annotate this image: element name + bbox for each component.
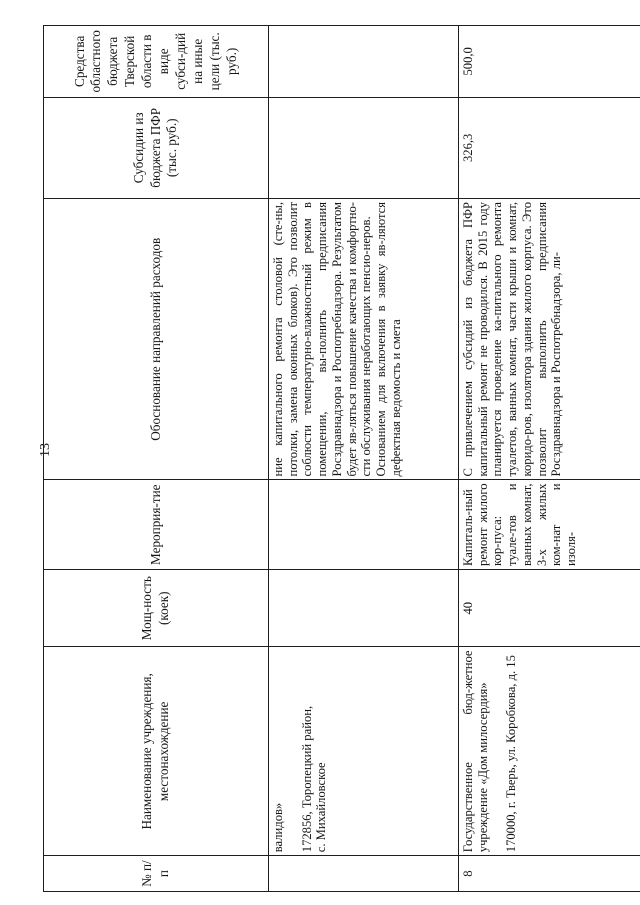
cell-pfr-subsidy — [269, 97, 459, 198]
institution-name-tail: валидов» — [271, 802, 285, 853]
institution-address: 170000, г. Тверь, ул. Коробкова, д. 15 — [504, 655, 519, 853]
cell-capacity — [269, 569, 459, 647]
institution-name: Государственное бюд-жетное учреждение «Дом милосердия» — [461, 650, 490, 853]
table-header-row — [44, 26, 269, 892]
cell-justification — [269, 199, 459, 481]
header-justification: Обоснование направлений расходов — [44, 199, 269, 481]
cell-regional-budget: 500,0 — [459, 26, 640, 98]
header-capacity: Мощ-ность (коек) — [44, 569, 269, 647]
header-measure: Мероприя-тие — [44, 480, 269, 569]
header-num: № п/п — [44, 856, 269, 892]
justification-text: ние капитального ремонта столовой (сте-ны, потолки, замена оконных блоков). Это позволит соблюсти температурно-влажностный режим в помещении, вы-полнить предписания Росздравнадзора и Роспотребнадзора. Результатом будет яв-ляться повышение качества и комфортно-сти обслуживания неработающих пенсио-неров. — [271, 202, 374, 477]
page-number: 13 — [38, 443, 53, 457]
cell-measure: Капиталь-ный ремонт жилого кор-пуса: туале-тов и ванных комнат, 3-х жилых ком-нат и изоля- — [459, 480, 640, 569]
justification-basis: Основанием для включения в заявку яв-ляются дефектная ведомость и смета — [374, 202, 403, 477]
header-institution: Наименование учреждения, местонахождение — [44, 647, 269, 856]
cell-justification: С привлечением субсидий из бюджета ПФР капитальный ремонт не проводился. В 2015 году планируется проведение ка-питального ремонта туалетов, ванных комнат, части крыши и комнат, коридо-ров, изолятора здания жилого корпуса. Это позволит выполнить предписания Росздравнадзора и Роспотребнадзора, ли- — [459, 199, 640, 481]
cell-measure — [269, 480, 459, 569]
expenses-table — [43, 25, 640, 892]
header-pfr-subsidy: Субсидии из бюджета ПФР (тыс. руб.) — [44, 97, 269, 198]
institution-locality: с. Михайловское — [314, 762, 329, 853]
cell-num: 8 — [459, 856, 640, 892]
cell-institution — [459, 647, 640, 856]
institution-address: 172856, Торопецкий район, — [299, 705, 314, 853]
cell-num — [269, 856, 459, 892]
cell-institution — [269, 647, 459, 856]
header-regional-budget: Средства областного бюджета Тверской области в виде субси-дий на иные цели (тыс. руб.) — [44, 26, 269, 98]
cell-pfr-subsidy: 326,3 — [459, 97, 640, 198]
table-row — [459, 26, 640, 892]
cell-regional-budget — [269, 26, 459, 98]
cell-capacity: 40 — [459, 569, 640, 647]
table-row — [269, 26, 459, 892]
